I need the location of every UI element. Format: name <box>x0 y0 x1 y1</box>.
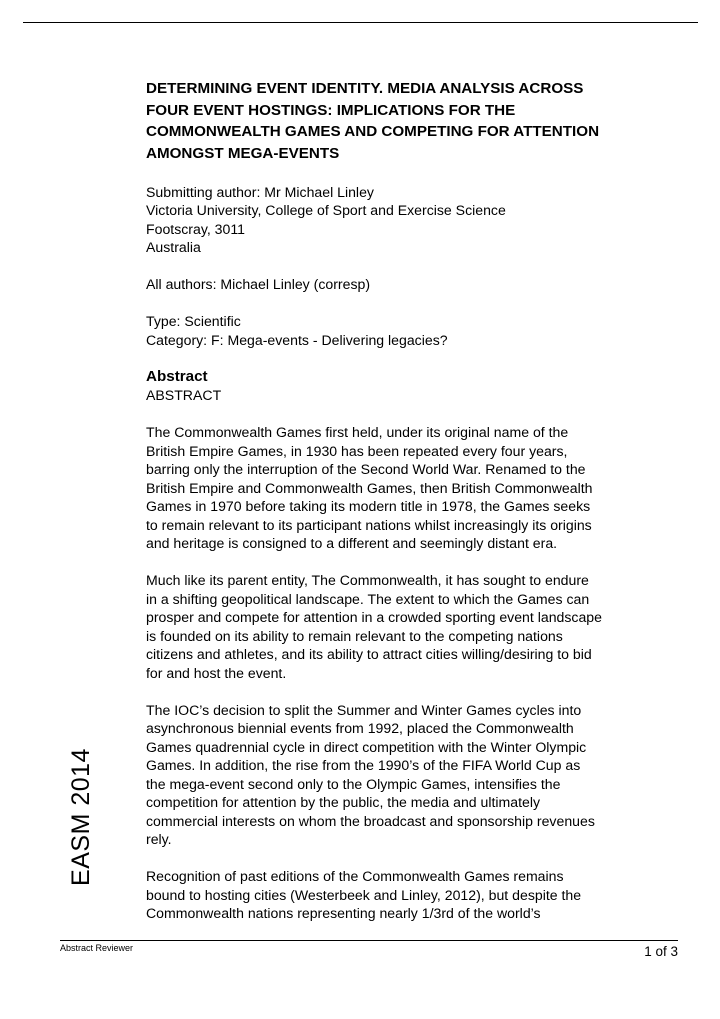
footer-reviewer-label: Abstract Reviewer <box>60 943 134 953</box>
abstract-heading: Abstract <box>146 367 208 385</box>
page-number: 1 of 3 <box>644 944 678 959</box>
spacer <box>146 294 666 313</box>
spacer <box>146 257 666 276</box>
spacer <box>146 349 666 368</box>
footer-rule <box>60 940 678 941</box>
spacer <box>146 553 666 572</box>
abstract-label: ABSTRACT <box>146 387 222 403</box>
spacer <box>146 164 666 183</box>
conference-side-label: EASM 2014 <box>67 748 95 886</box>
type-category-block: Type: Scientific Category: F: Mega-events - Delivering legacies? <box>146 313 448 348</box>
abstract-paragraph: Much like its parent entity, The Commonwealth, it has sought to endure in a shifting geopolitical landscape. The extent to which the Games can prosper and compete for attention in a crowded sporting event landscape is founded on its ability to remain relevant to the competing nations citizens and athletes, and its ability to attract cities willing/desiring to bid for and host the event. <box>146 572 602 681</box>
abstract-paragraph: The Commonwealth Games first held, under its original name of the British Empire Games, in 1930 has been repeated every four years, barring only the interruption of the Second World War. Renamed to the British Empire and Commonwealth Games, then British Commonwealth Games in 1970 before taking its modern title in 1978, the Games seeks to remain relevant to its participant nations whilst increasingly its origins and heritage is consigned to a different and seemingly distant era. <box>146 424 593 551</box>
document-body <box>146 78 666 923</box>
abstract-paragraph: Recognition of past editions of the Commonwealth Games remains bound to hosting cities (Westerbeek and Linley, 2012), but despite the Commonwealth nations representing nearly 1/3rd of the world’s <box>146 868 582 921</box>
spacer <box>146 849 666 868</box>
all-authors: All authors: Michael Linley (corresp) <box>146 276 371 292</box>
header-rule <box>23 22 698 23</box>
spacer <box>146 405 666 424</box>
spacer <box>146 682 666 701</box>
submitting-author-block: Submitting author: Mr Michael Linley Victoria University, College of Sport and Exercise Science Footscray, 3011 Australia <box>146 183 506 255</box>
abstract-paragraph: The IOC’s decision to split the Summer and Winter Games cycles into asynchronous biennial events from 1992, placed the Commonwealth Games quadrennial cycle in direct competition with the Winter Olympic Games. In addition, the rise from the 1990’s of the FIFA World Cup as the mega-event second only to the Olympic Games, intensifies the competition for attention by the public, the media and ultimately commercial interests on whom the broadcast and sponsorship revenues rely. <box>146 701 595 847</box>
document-title: DETERMINING EVENT IDENTITY. MEDIA ANALYSIS ACROSS FOUR EVENT HOSTINGS: IMPLICATIONS FOR THE COMMONWEALTH GAMES AND COMPETING FOR ATTENTION AMONGST MEGA-EVENTS <box>146 80 600 162</box>
